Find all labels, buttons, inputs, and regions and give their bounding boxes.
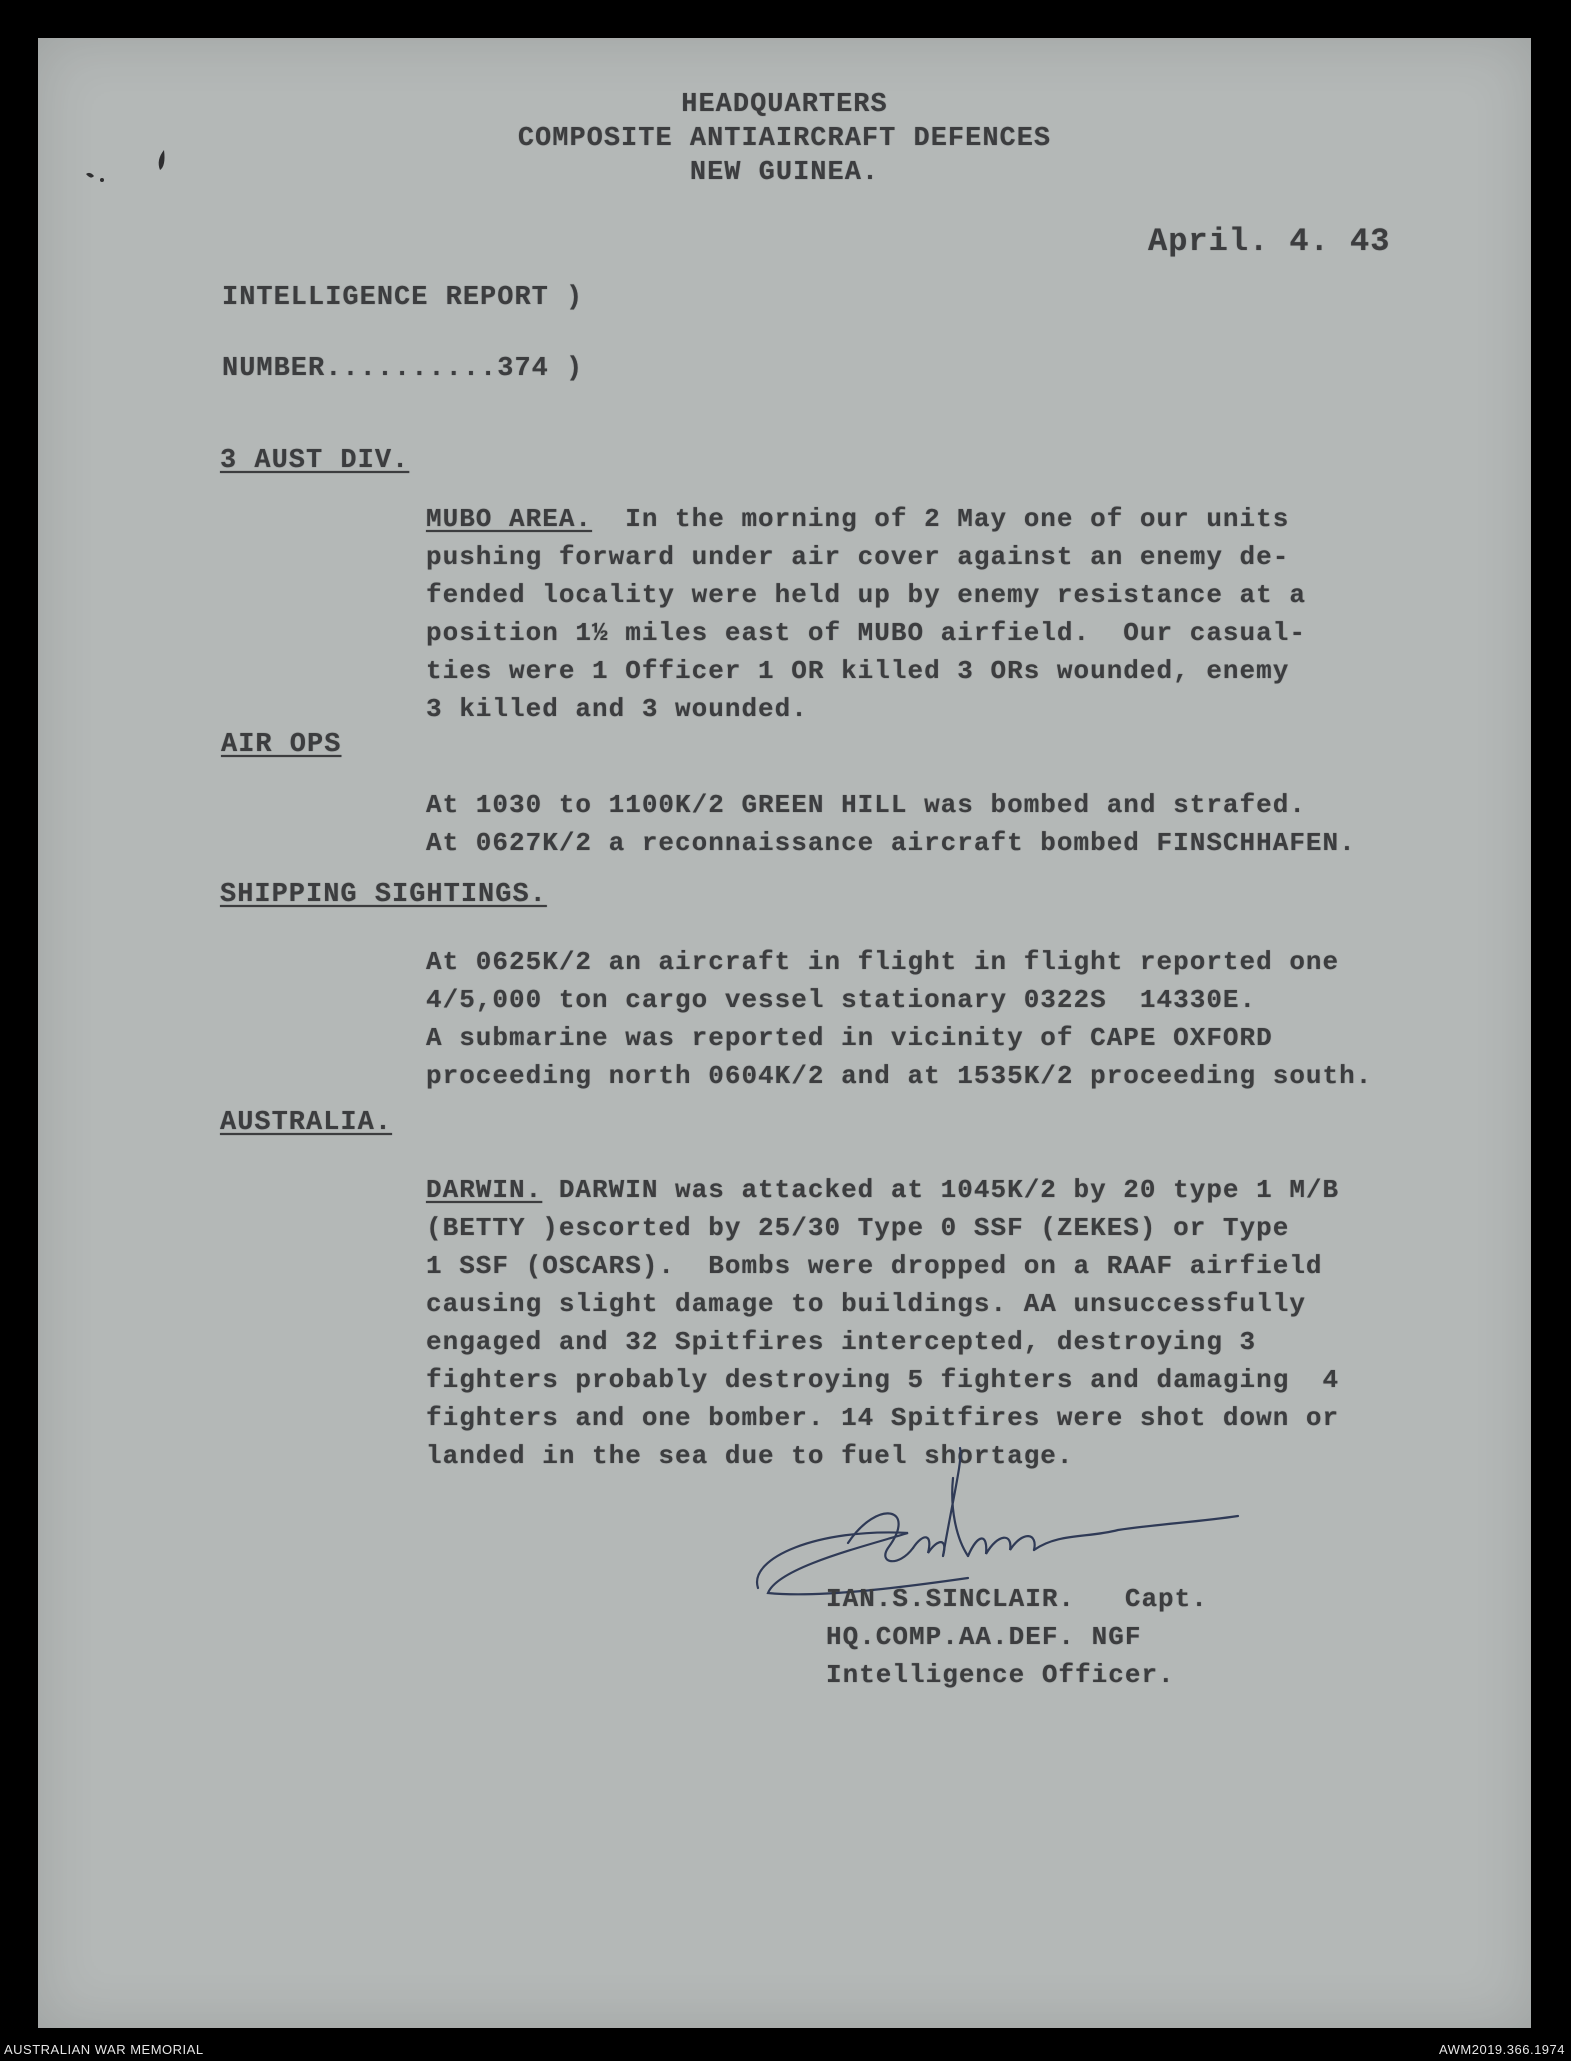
- subheading-darwin: DARWIN.: [426, 1175, 543, 1205]
- paragraph-line: In the morning of 2 May one of our units: [592, 504, 1290, 534]
- subheading-mubo-area: MUBO AREA.: [426, 504, 593, 534]
- paragraph-line: At 0625K/2 an aircraft in flight in flight reported one: [426, 947, 1340, 977]
- signatory-unit: HQ.COMP.AA.DEF. NGF: [826, 1622, 1142, 1652]
- paragraph-line: pushing forward under air cover against an enemy de-: [426, 542, 1290, 572]
- section-heading-shipping-sightings: SHIPPING SIGHTINGS.: [220, 880, 547, 910]
- paragraph-line: causing slight damage to buildings. AA unsuccessfully: [426, 1289, 1306, 1319]
- report-title: INTELLIGENCE REPORT ): [222, 283, 584, 313]
- paragraph-line: At 1030 to 1100K/2 GREEN HILL was bombed and strafed.: [426, 790, 1306, 820]
- signatory-name: IAN.S.SINCLAIR. Capt.: [826, 1584, 1208, 1614]
- paragraph-line: A submarine was reported in vicinity of CAPE OXFORD: [426, 1023, 1273, 1053]
- footer-archive-id: AWM2019.366.1974: [1438, 2042, 1565, 2057]
- paragraph-line: 1 SSF (OSCARS). Bombs were dropped on a RAAF airfield: [426, 1251, 1323, 1281]
- section-heading-air-ops: AIR OPS: [221, 730, 342, 760]
- paragraph-line: engaged and 32 Spitfires intercepted, destroying 3: [426, 1327, 1257, 1357]
- paragraph-line: landed in the sea due to fuel shortage.: [426, 1441, 1074, 1471]
- report-date: April. 4. 43: [1148, 223, 1391, 260]
- section-body-australia: [426, 1171, 1339, 1475]
- paragraph-line: proceeding north 0604K/2 and at 1535K/2 proceeding south.: [426, 1061, 1373, 1091]
- paragraph-line: fighters probably destroying 5 fighters and damaging 4: [426, 1365, 1340, 1395]
- paragraph-line: (BETTY )escorted by 25/30 Type 0 SSF (ZEKES) or Type: [426, 1213, 1290, 1243]
- paragraph-line: fended locality were held up by enemy resistance at a: [426, 580, 1306, 610]
- signatory-role: Intelligence Officer.: [826, 1660, 1175, 1690]
- header-line-2: COMPOSITE ANTIAIRCRAFT DEFENCES: [517, 124, 1052, 154]
- footer-archive-name: AUSTRALIAN WAR MEMORIAL: [4, 2042, 204, 2057]
- document-page: [38, 38, 1531, 2028]
- paragraph-line: position 1½ miles east of MUBO airfield. Our casual-: [426, 618, 1306, 648]
- header-line-3: NEW GUINEA.: [689, 158, 880, 188]
- paragraph-line: fighters and one bomber. 14 Spitfires were shot down or: [426, 1403, 1340, 1433]
- paragraph-line: DARWIN was attacked at 1045K/2 by 20 type 1 M/B: [542, 1175, 1340, 1205]
- paragraph-line: At 0627K/2 a reconnaissance aircraft bombed FINSCHHAFEN.: [426, 828, 1356, 858]
- section-body-shipping-sightings: [426, 943, 1372, 1095]
- paragraph-line: 3 killed and 3 wounded.: [426, 694, 808, 724]
- section-body-3-aust-div: [426, 500, 1306, 728]
- section-heading-3-aust-div: 3 AUST DIV.: [220, 446, 410, 476]
- header-line-1: HEADQUARTERS: [681, 90, 888, 120]
- paragraph-line: 4/5,000 ton cargo vessel stationary 0322S 14330E.: [426, 985, 1257, 1015]
- paragraph-line: ties were 1 Officer 1 OR killed 3 ORs wounded, enemy: [426, 656, 1290, 686]
- section-heading-australia: AUSTRALIA.: [220, 1108, 393, 1138]
- section-body-air-ops: [426, 786, 1356, 862]
- report-number: NUMBER..........374 ): [222, 354, 584, 384]
